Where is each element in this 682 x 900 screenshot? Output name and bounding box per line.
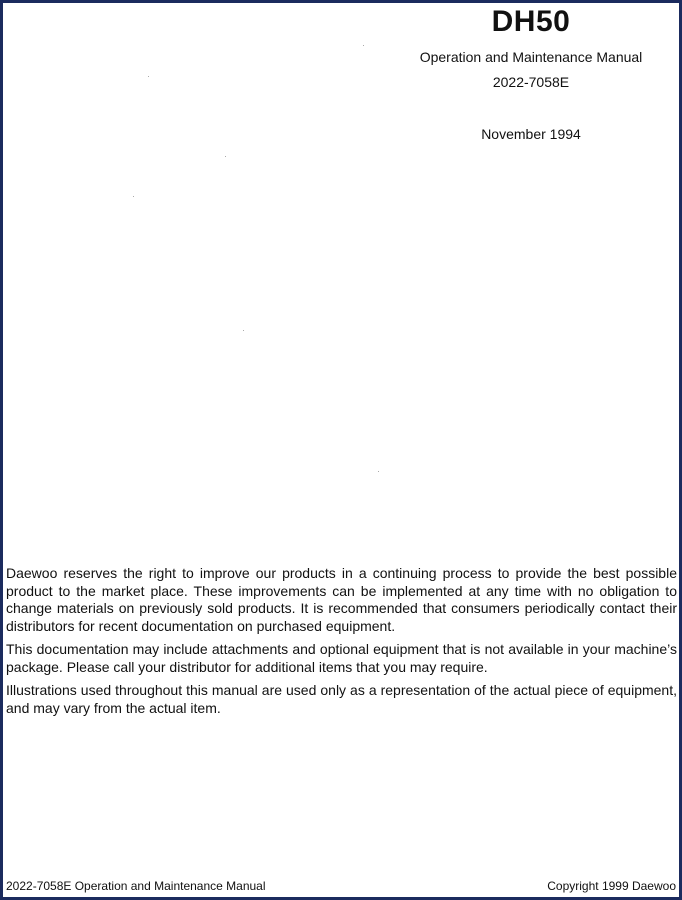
publication-date: November 1994	[481, 126, 581, 142]
disclaimer-paragraph-improvements: Daewoo reserves the right to improve our products in a continuing process to provide the best possible product to the market place. These improvements can be implemented at any time with no obligation to change materials on previously sold products. It is recommended that consumers periodically contact their distributors for recent documentation on purchased equipment.	[6, 565, 677, 634]
scan-speck	[148, 76, 149, 77]
disclaimer-text	[6, 565, 677, 723]
scan-speck	[243, 330, 244, 331]
scan-speck	[133, 196, 134, 197]
title-block	[401, 3, 661, 143]
page-footer	[6, 879, 676, 893]
footer-document-title: 2022-7058E Operation and Maintenance Manual	[6, 879, 266, 893]
model-title: DH50	[491, 5, 571, 38]
disclaimer-paragraph-attachments: This documentation may include attachments and optional equipment that is not available in your machine’s package. Please call your distributor for additional items that you may require.	[6, 641, 677, 675]
scan-speck	[363, 45, 364, 46]
manual-title: Operation and Maintenance Manual	[419, 49, 643, 65]
document-number: 2022-7058E	[492, 74, 570, 90]
disclaimer-paragraph-illustrations: Illustrations used throughout this manual are used only as a representation of the actual piece of equipment, and may vary from the actual item.	[6, 682, 677, 716]
scan-speck	[378, 471, 379, 472]
footer-copyright: Copyright 1999 Daewoo	[547, 879, 676, 893]
scan-speck	[225, 156, 226, 157]
